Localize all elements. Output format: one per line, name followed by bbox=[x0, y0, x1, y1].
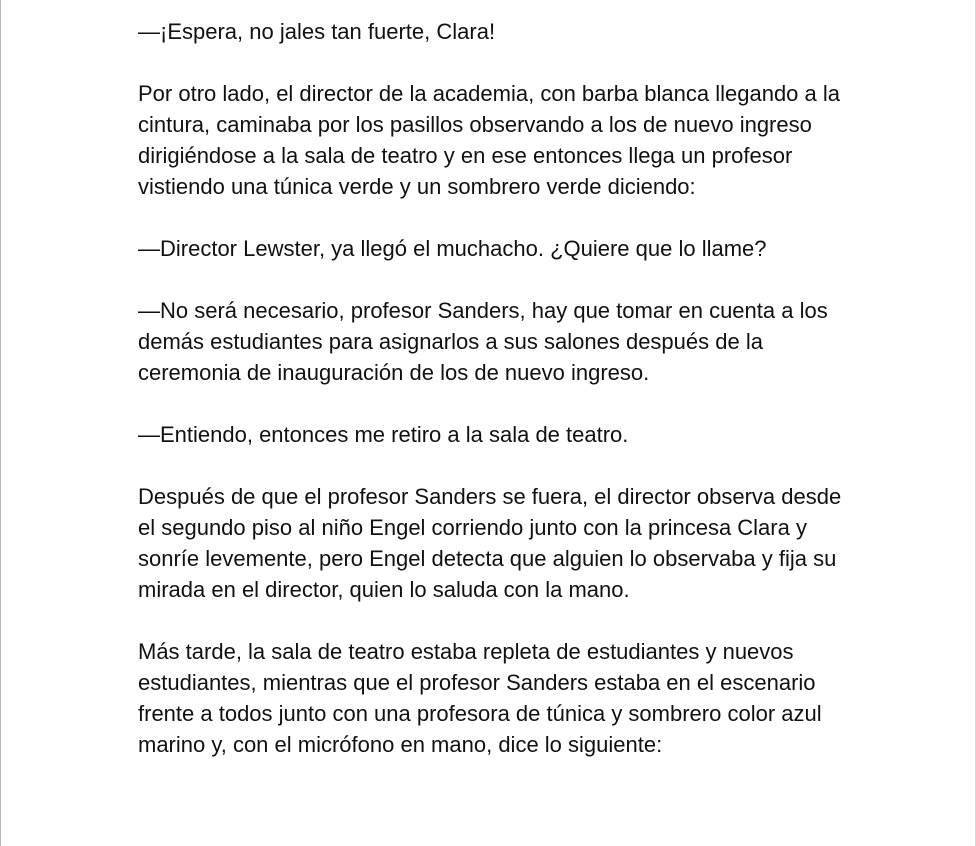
paragraph-theater-hall: Más tarde, la sala de teatro estaba repleta de estudiantes y nuevos estudiantes, mientras que el profesor Sanders estaba en el escenario frente a todos junto con una profesora de túnica y sombrero color azul marino y, con el micrófono en mano, dice lo siguiente: bbox=[138, 639, 822, 757]
paragraph-dialogue-sanders: —No será necesario, profesor Sanders, hay que tomar en cuenta a los demás estudiantes para asignarlos a sus salones después de la ceremonia de inauguración de los de nuevo ingreso. bbox=[138, 298, 828, 385]
paragraph-dialogue-entiendo: —Entiendo, entonces me retiro a la sala de teatro. bbox=[138, 422, 629, 447]
paragraph-dialogue-clara: —¡Espera, no jales tan fuerte, Clara! bbox=[138, 19, 496, 44]
paragraph-dialogue-lewster: —Director Lewster, ya llegó el muchacho. ¿Quiere que lo llame? bbox=[138, 236, 767, 261]
paragraph-engel-observed: Después de que el profesor Sanders se fuera, el director observa desde el segundo piso al niño Engel corriendo junto con la princesa Clara y sonríe levemente, pero Engel detecta que alguien lo observaba y fija su mirada en el director, quien lo saluda con la mano. bbox=[138, 484, 842, 602]
paragraph-director-hallway: Por otro lado, el director de la academia, con barba blanca llegando a la cintura, caminaba por los pasillos observando a los de nuevo ingreso dirigiéndose a la sala de teatro y en ese entonces llega un profesor vistiendo una túnica verde y un sombrero verde diciendo: bbox=[138, 81, 841, 199]
document-body[interactable] bbox=[138, 16, 858, 760]
page-left-edge bbox=[0, 0, 1, 846]
